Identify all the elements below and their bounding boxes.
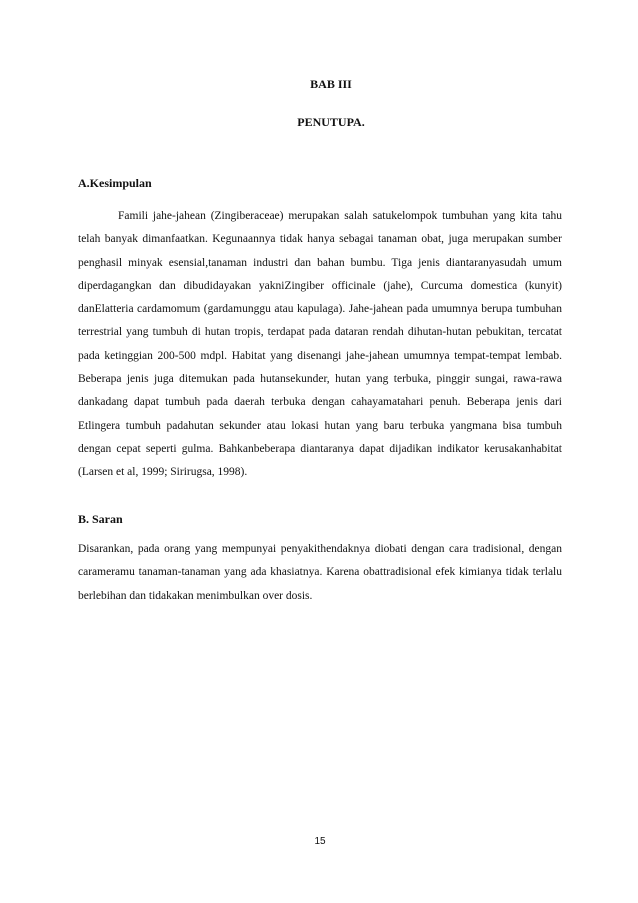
section-heading-kesimpulan: A.Kesimpulan (78, 176, 152, 190)
chapter-number: BAB III (310, 77, 352, 91)
kesimpulan-paragraph: Famili jahe-jahean (Zingiberaceae) merupakan salah satukelompok tumbuhan yang kita tahu telah banyak dimanfaatkan. Kegunaannya tidak hanya sebagai tanaman obat, juga merupakan sumber penghasil minyak esensial,tanaman industri dan bahan bumbu. Tiga jenis diantaranyasudah umum diperdagangkan dan dibudidayakan yakniZingiber officinale (jahe), Curcuma domestica (kunyit) danElatteria cardamomum (gardamunggu atau kapulaga). Jahe-jahean pada umumnya berupa tumbuhan terrestrial yang tumbuh di hutan tropis, terdapat pada dataran rendah dihutan-hutan pebukitan, tercatat pada ketinggian 200-500 mdpl. Habitat yang disenangi jahe-jahean umumnya tempat-tempat lembab. Beberapa jenis juga ditemukan pada hutansekunder, hutan yang terbuka, pinggir sungai, rawa-rawa dankadang dapat tumbuh pada daerah terbuka dengan cahayamatahari penuh. Beberapa jenis dari Etlingera tumbuh padahutan sekunder atau lokasi hutan yang baru terbuka yangmana bisa tumbuh dengan cepat seperti gulma. Bahkanbeberapa diantaranya dapat dijadikan indikator kerusakanhabitat (Larsen et al, 1999; Sirirugsa, 1998). (78, 210, 562, 479)
page-number: 15 (314, 836, 326, 847)
chapter-title: PENUTUPA. (297, 115, 365, 129)
section-heading-saran: B. Saran (78, 512, 123, 526)
saran-paragraph: Disarankan, pada orang yang mempunyai penyakithendaknya diobati dengan cara tradisional, dengan carameramu tanaman-tanaman yang ada khasiatnya. Karena obattradisional efek kimianya tidak terlalu berlebihan dan tidakakan menimbulkan over dosis. (78, 543, 562, 602)
